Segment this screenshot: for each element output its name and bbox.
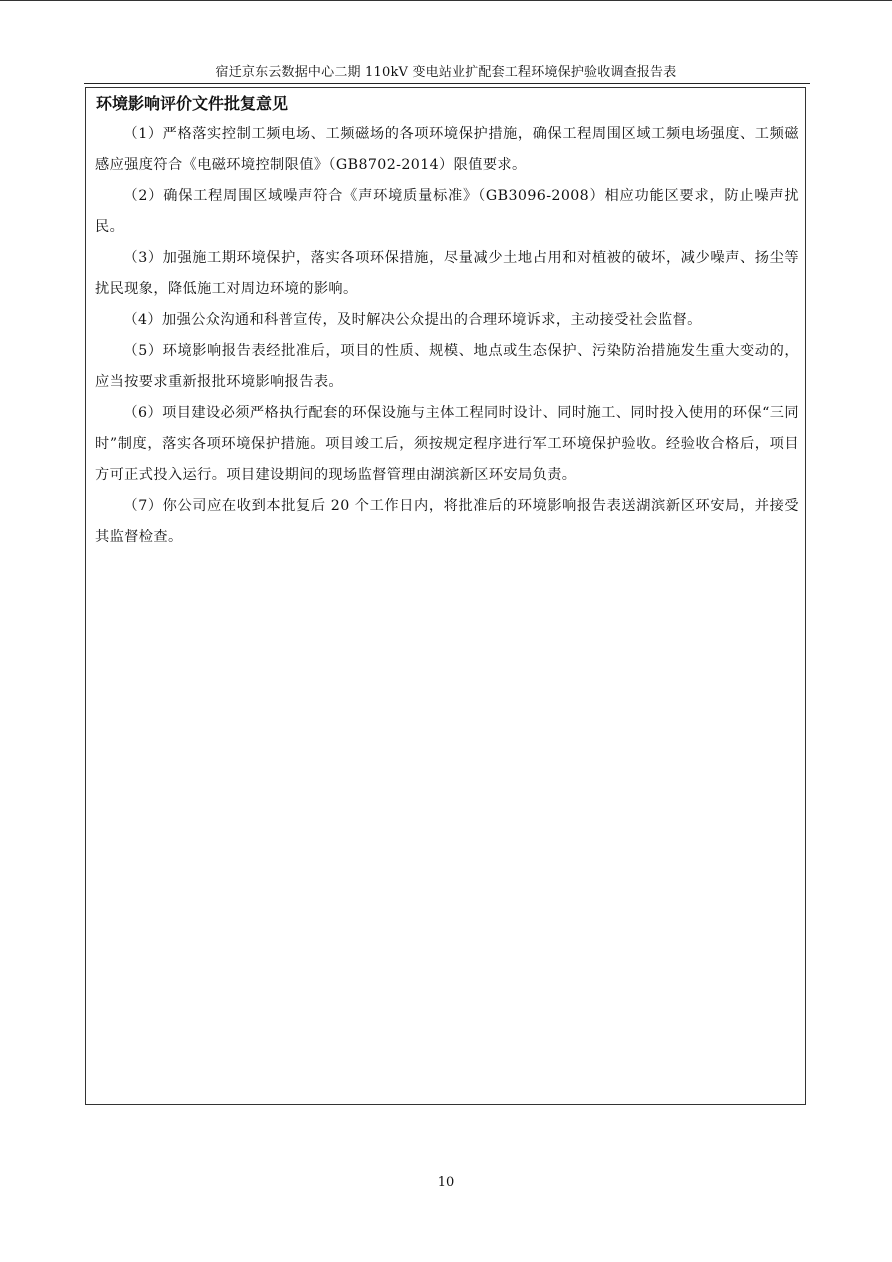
running-header: 宿迁京东云数据中心二期 110kV 变电站业扩配套工程环境保护验收调查报告表 [215, 65, 677, 80]
approval-item-1: （1）严格落实控制工频电场、工频磁场的各项环境保护措施，确保工程周围区域工频电场强度、工频磁感应强度符合《电磁环境控制限值》（GB8702-2014）限值要求。 [95, 126, 799, 173]
approval-item-6: （6）项目建设必须严格执行配套的环保设施与主体工程同时设计、同时施工、同时投入使用的环保“三同时”制度，落实各项环境保护措施。项目竣工后，须按规定程序进行军工环境保护验收。经验收合格后，项目方可正式投入运行。项目建设期间的现场监督管理由湖滨新区环安局负责。 [95, 405, 799, 483]
page-top-border [0, 0, 892, 1]
approval-item-4: （4）加强公众沟通和科普宣传，及时解决公众提出的合理环境诉求，主动接受社会监督。 [123, 312, 702, 328]
approval-item-2: （2）确保工程周围区域噪声符合《声环境质量标准》（GB3096-2008）相应功能区要求，防止噪声扰民。 [95, 188, 799, 235]
page-number: 10 [437, 1175, 455, 1190]
approval-paragraphs [95, 119, 799, 553]
approval-opinion-box [85, 87, 806, 1105]
section-title: 环境影响评价文件批复意见 [96, 94, 289, 113]
approval-item-3: （3）加强施工期环境保护，落实各项环保措施，尽量减少土地占用和对植被的破坏，减少噪声、扬尘等扰民现象，降低施工对周边环境的影响。 [95, 250, 799, 297]
approval-item-7: （7）你公司应在收到本批复后 20 个工作日内，将批准后的环境影响报告表送湖滨新区环安局，并接受其监督检查。 [95, 498, 799, 545]
header-divider [84, 83, 810, 84]
approval-item-5: （5）环境影响报告表经批准后，项目的性质、规模、地点或生态保护、污染防治措施发生重大变动的，应当按要求重新报批环境影响报告表。 [95, 343, 799, 390]
